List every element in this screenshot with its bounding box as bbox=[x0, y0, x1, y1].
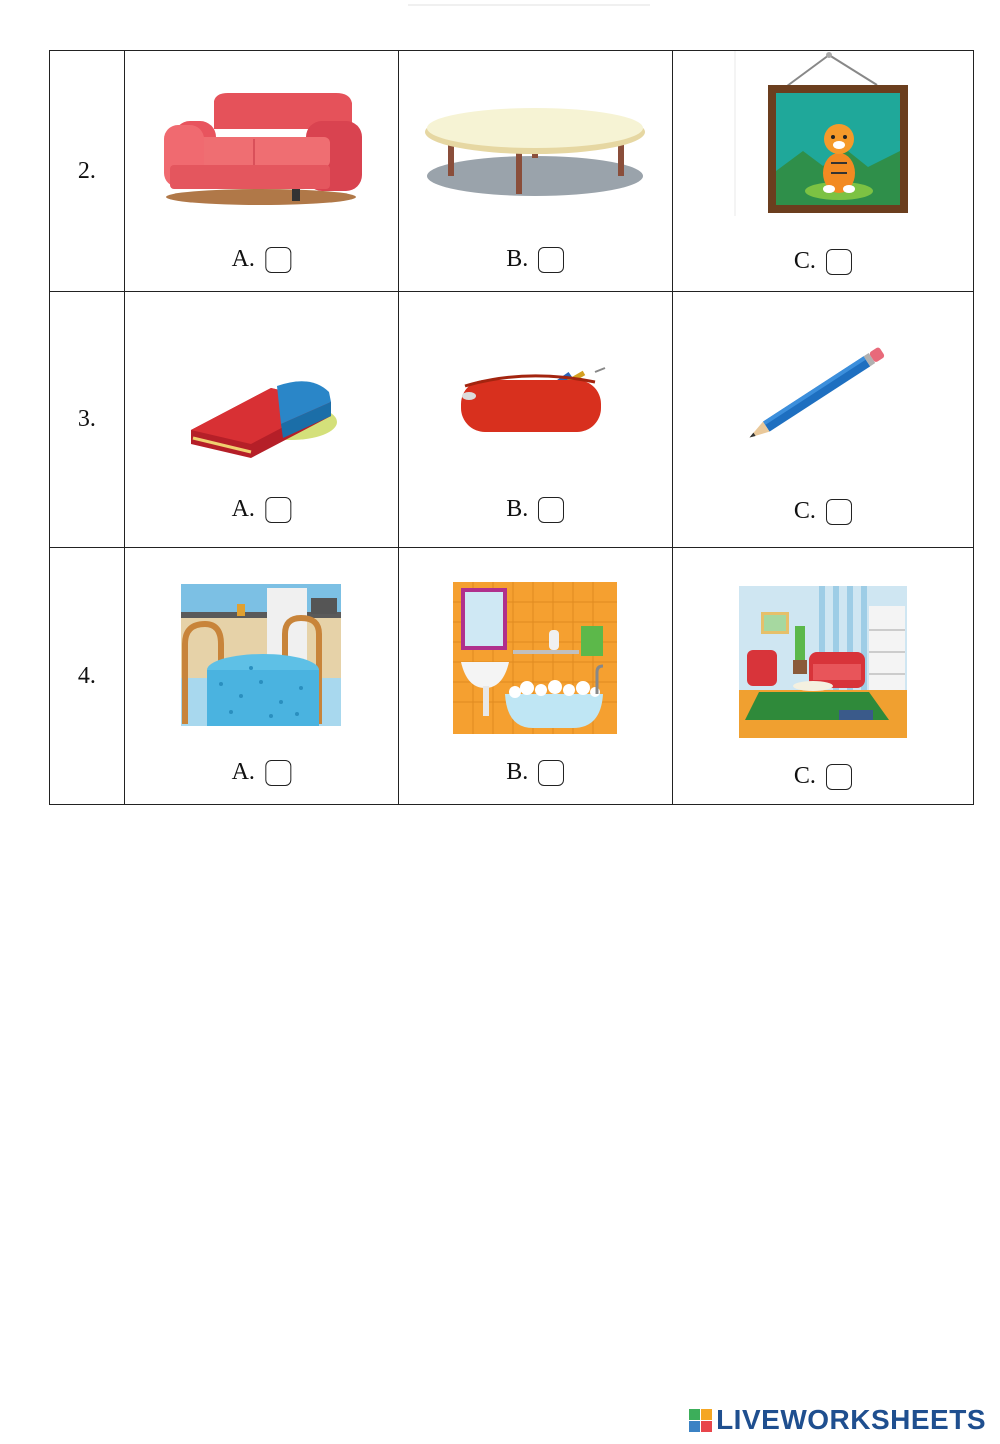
option-answer bbox=[232, 496, 291, 523]
kitchen-image bbox=[181, 584, 341, 726]
pencil-image bbox=[748, 344, 898, 439]
option-cell[interactable] bbox=[398, 292, 672, 548]
question-row bbox=[50, 548, 974, 805]
option-letter: A. bbox=[231, 759, 255, 785]
option-letter: C. bbox=[793, 248, 816, 274]
question-row bbox=[50, 292, 974, 548]
liveworksheets-logo bbox=[689, 1404, 986, 1436]
question-number: 3. bbox=[50, 292, 125, 548]
bathroom-image bbox=[453, 582, 617, 734]
option-cell[interactable] bbox=[124, 548, 398, 805]
option-answer bbox=[506, 246, 564, 273]
option-cell[interactable] bbox=[672, 292, 973, 548]
table-image bbox=[422, 106, 648, 201]
option-answer bbox=[794, 248, 852, 275]
page-top-rule bbox=[408, 4, 650, 6]
option-letter: C. bbox=[793, 498, 816, 524]
answer-checkbox[interactable] bbox=[538, 497, 564, 523]
living-room-image bbox=[739, 586, 907, 738]
option-letter: B. bbox=[506, 496, 529, 522]
option-letter: B. bbox=[506, 246, 529, 272]
tiger-picture-image bbox=[733, 51, 913, 216]
sofa-image bbox=[156, 89, 366, 209]
option-letter: B. bbox=[506, 759, 529, 785]
liveworksheets-brand-text: LIVEWORKSHEETS bbox=[716, 1404, 986, 1435]
answer-checkbox[interactable] bbox=[538, 247, 564, 273]
liveworksheets-logo-icon bbox=[689, 1409, 712, 1432]
option-answer bbox=[794, 763, 852, 790]
option-cell[interactable] bbox=[672, 51, 973, 292]
option-answer bbox=[794, 498, 852, 525]
option-letter: A. bbox=[231, 496, 255, 522]
option-answer bbox=[232, 246, 291, 273]
option-answer bbox=[232, 759, 291, 786]
answer-checkbox[interactable] bbox=[826, 249, 852, 275]
option-answer bbox=[506, 759, 564, 786]
question-number: 2. bbox=[50, 51, 125, 292]
answer-checkbox[interactable] bbox=[265, 247, 291, 273]
option-cell[interactable] bbox=[124, 292, 398, 548]
quiz-table bbox=[49, 50, 974, 805]
answer-checkbox[interactable] bbox=[265, 760, 291, 786]
eraser-image bbox=[181, 372, 341, 464]
answer-checkbox[interactable] bbox=[538, 760, 564, 786]
option-cell[interactable] bbox=[124, 51, 398, 292]
pencil-case-image bbox=[455, 362, 615, 437]
question-number: 4. bbox=[50, 548, 125, 805]
answer-checkbox[interactable] bbox=[826, 499, 852, 525]
option-cell[interactable] bbox=[672, 548, 973, 805]
option-letter: C. bbox=[793, 763, 816, 789]
question-row bbox=[50, 51, 974, 292]
option-cell[interactable] bbox=[398, 548, 672, 805]
answer-checkbox[interactable] bbox=[826, 764, 852, 790]
option-answer bbox=[506, 496, 564, 523]
answer-checkbox[interactable] bbox=[265, 497, 291, 523]
option-cell[interactable] bbox=[398, 51, 672, 292]
option-letter: A. bbox=[231, 246, 255, 272]
